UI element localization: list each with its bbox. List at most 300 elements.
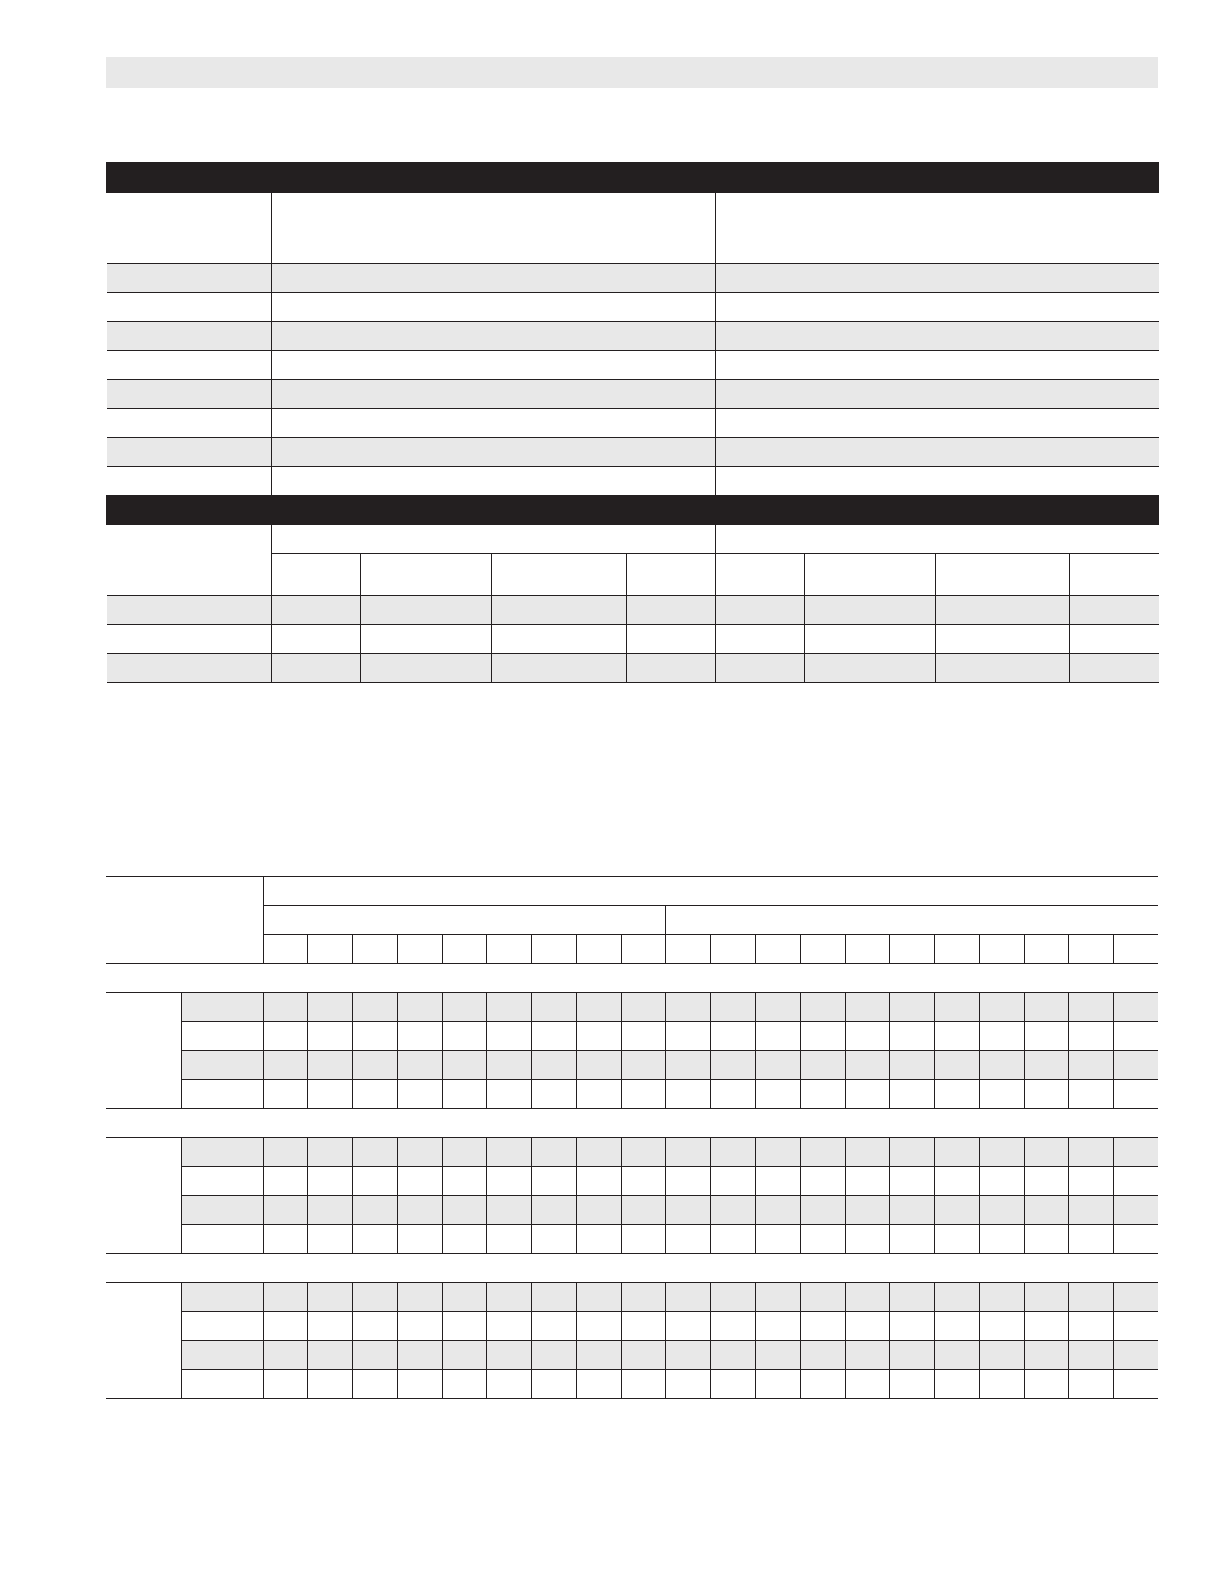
grid-cell — [308, 1138, 353, 1167]
spec-row-label — [107, 322, 272, 351]
grid-cell — [397, 1080, 442, 1109]
grid-cell — [353, 1080, 398, 1109]
grid-cell — [532, 1167, 577, 1196]
grid-cell — [979, 1167, 1024, 1196]
grid-cell — [397, 1283, 442, 1312]
grid-cell — [979, 1196, 1024, 1225]
grid-cell — [263, 1167, 308, 1196]
spec-row-value-2 — [716, 409, 1159, 438]
grid-cell — [263, 993, 308, 1022]
grid-cell — [1024, 1312, 1069, 1341]
spec-row-value-1 — [272, 264, 716, 293]
grid-data-row — [106, 1022, 1158, 1051]
grid-cell — [979, 993, 1024, 1022]
performance-subheader-cell — [805, 554, 936, 596]
grid-column-header-cell — [800, 935, 845, 964]
performance-row-label — [107, 625, 272, 654]
grid-cell — [353, 1196, 398, 1225]
grid-cell — [442, 1022, 487, 1051]
grid-cell — [845, 1283, 890, 1312]
page-header-bar — [106, 57, 1158, 88]
grid-cell — [756, 1196, 801, 1225]
grid-cell — [890, 1080, 935, 1109]
grid-cell — [845, 1138, 890, 1167]
grid-cell — [308, 1370, 353, 1399]
grid-cell — [353, 1312, 398, 1341]
grid-cell — [1024, 1225, 1069, 1254]
grid-cell — [890, 1341, 935, 1370]
grid-column-header-row — [106, 935, 1158, 964]
grid-cell — [935, 1167, 980, 1196]
grid-cell — [442, 1138, 487, 1167]
grid-data-row — [106, 1283, 1158, 1312]
grid-cell — [487, 1341, 532, 1370]
grid-cell — [621, 1167, 666, 1196]
grid-cell — [979, 1051, 1024, 1080]
grid-cell — [756, 1312, 801, 1341]
grid-cell — [1069, 1138, 1114, 1167]
spec-row — [107, 351, 1159, 380]
grid-cell — [263, 1196, 308, 1225]
performance-cell — [627, 654, 716, 683]
performance-cell — [805, 596, 936, 625]
grid-cell — [890, 1370, 935, 1399]
grid-cell — [845, 1051, 890, 1080]
grid-cell — [621, 1283, 666, 1312]
grid-group-header-2 — [666, 906, 1159, 935]
grid-top-header-row — [106, 877, 1158, 906]
grid-cell — [756, 1022, 801, 1051]
grid-cell — [263, 1080, 308, 1109]
grid-cell — [711, 1167, 756, 1196]
performance-subheader-cell — [936, 554, 1070, 596]
grid-cell — [979, 1312, 1024, 1341]
grid-section-title — [106, 964, 1158, 993]
grid-cell — [532, 1051, 577, 1080]
performance-subheader-cell — [272, 554, 361, 596]
grid-cell — [935, 993, 980, 1022]
grid-cell — [935, 1080, 980, 1109]
grid-cell — [576, 1138, 621, 1167]
grid-cell — [621, 1312, 666, 1341]
performance-group-header-2 — [716, 525, 1159, 554]
grid-group-label — [106, 1138, 181, 1254]
grid-cell — [1114, 1283, 1159, 1312]
grid-cell — [845, 1312, 890, 1341]
grid-cell — [1024, 1080, 1069, 1109]
spec-row-value-1 — [272, 438, 716, 467]
grid-cell — [935, 1283, 980, 1312]
grid-section-title — [106, 1109, 1158, 1138]
grid-cell — [666, 1341, 711, 1370]
grid-cell — [1024, 1370, 1069, 1399]
spec-row-value-2 — [716, 293, 1159, 322]
performance-cell — [361, 654, 492, 683]
performance-table-title-bar — [107, 496, 1159, 525]
grid-cell — [890, 993, 935, 1022]
grid-cell — [397, 993, 442, 1022]
grid-cell — [621, 1051, 666, 1080]
performance-group-header-1 — [272, 525, 716, 554]
spec-row-value-1 — [272, 380, 716, 409]
grid-cell — [845, 1225, 890, 1254]
grid-cell — [576, 1283, 621, 1312]
grid-row-label — [181, 1022, 263, 1051]
spec-row-value-2 — [716, 380, 1159, 409]
grid-cell — [308, 1022, 353, 1051]
grid-cell — [800, 1370, 845, 1399]
grid-cell — [1114, 1051, 1159, 1080]
grid-cell — [711, 1080, 756, 1109]
grid-cell — [666, 993, 711, 1022]
performance-row — [107, 596, 1159, 625]
grid-cell — [308, 1225, 353, 1254]
grid-cell — [800, 1138, 845, 1167]
grid-column-header-cell — [845, 935, 890, 964]
grid-cell — [442, 1051, 487, 1080]
performance-row — [107, 625, 1159, 654]
grid-row-label — [181, 1225, 263, 1254]
grid-cell — [756, 1341, 801, 1370]
grid-cell — [711, 1341, 756, 1370]
grid-cell — [442, 1225, 487, 1254]
grid-cell — [308, 1341, 353, 1370]
grid-cell — [756, 1283, 801, 1312]
grid-data-row — [106, 1341, 1158, 1370]
performance-cell — [1070, 654, 1159, 683]
spec-row-value-1 — [272, 351, 716, 380]
grid-cell — [1114, 1138, 1159, 1167]
grid-cell — [487, 1138, 532, 1167]
spec-row-value-1 — [272, 322, 716, 351]
grid-column-header-cell — [890, 935, 935, 964]
grid-cell — [800, 1167, 845, 1196]
grid-cell — [308, 1196, 353, 1225]
grid-cell — [397, 1138, 442, 1167]
grid-cell — [308, 993, 353, 1022]
grid-cell — [487, 1022, 532, 1051]
grid-row-label — [181, 1196, 263, 1225]
grid-cell — [353, 1283, 398, 1312]
grid-cell — [1114, 1341, 1159, 1370]
grid-column-header-cell — [1024, 935, 1069, 964]
grid-cell — [487, 993, 532, 1022]
grid-cell — [800, 1022, 845, 1051]
grid-cell — [532, 1138, 577, 1167]
grid-cell — [711, 1196, 756, 1225]
grid-cell — [576, 1196, 621, 1225]
grid-cell — [397, 1341, 442, 1370]
grid-cell — [263, 1312, 308, 1341]
grid-cell — [845, 1196, 890, 1225]
grid-row-label — [181, 1341, 263, 1370]
grid-group-header-1 — [263, 906, 666, 935]
grid-cell — [397, 1196, 442, 1225]
performance-cell — [936, 654, 1070, 683]
grid-cell — [487, 1312, 532, 1341]
grid-cell — [666, 1051, 711, 1080]
grid-cell — [576, 1022, 621, 1051]
grid-cell — [1024, 1341, 1069, 1370]
grid-cell — [666, 1022, 711, 1051]
grid-row-label — [181, 1370, 263, 1399]
performance-cell — [492, 596, 627, 625]
grid-cell — [487, 1080, 532, 1109]
grid-cell — [1114, 1196, 1159, 1225]
grid-cell — [1024, 1196, 1069, 1225]
performance-group-header-row — [107, 525, 1159, 554]
grid-row-label — [181, 993, 263, 1022]
grid-cell — [1024, 1138, 1069, 1167]
spec-row-label — [107, 351, 272, 380]
grid-cell — [263, 1341, 308, 1370]
grid-cell — [576, 993, 621, 1022]
grid-cell — [621, 1080, 666, 1109]
grid-cell — [1069, 1167, 1114, 1196]
grid-cell — [1024, 1051, 1069, 1080]
grid-cell — [890, 1225, 935, 1254]
grid-cell — [353, 1022, 398, 1051]
grid-cell — [979, 1138, 1024, 1167]
grid-cell — [756, 993, 801, 1022]
grid-cell — [1069, 1051, 1114, 1080]
grid-cell — [800, 1225, 845, 1254]
grid-cell — [621, 1022, 666, 1051]
grid-cell — [1069, 993, 1114, 1022]
grid-section-title-row — [106, 964, 1158, 993]
performance-cell — [716, 625, 805, 654]
grid-section-title — [106, 1254, 1158, 1283]
spec-row-value-2 — [716, 467, 1159, 496]
grid-data-row — [106, 1225, 1158, 1254]
grid-cell — [532, 1283, 577, 1312]
spec-row-label — [107, 264, 272, 293]
spec-row-label — [107, 380, 272, 409]
grid-cell — [1114, 1167, 1159, 1196]
grid-cell — [711, 1283, 756, 1312]
grid-group-label — [106, 993, 181, 1109]
performance-subheader-cell — [492, 554, 627, 596]
grid-cell — [263, 1022, 308, 1051]
spec-row — [107, 380, 1159, 409]
spec-header-col-1 — [272, 193, 716, 264]
performance-cell — [716, 596, 805, 625]
spec-row-label — [107, 467, 272, 496]
grid-cell — [532, 1370, 577, 1399]
grid-table — [106, 876, 1158, 1399]
grid-column-header-cell — [353, 935, 398, 964]
grid-cell — [935, 1312, 980, 1341]
grid-cell — [711, 993, 756, 1022]
performance-cell — [361, 596, 492, 625]
grid-cell — [532, 1312, 577, 1341]
grid-column-header-cell — [1069, 935, 1114, 964]
grid-cell — [800, 1312, 845, 1341]
grid-cell — [353, 1225, 398, 1254]
grid-cell — [890, 1167, 935, 1196]
grid-cell — [442, 1283, 487, 1312]
performance-subheader-cell — [716, 554, 805, 596]
grid-row-label — [181, 1080, 263, 1109]
grid-cell — [487, 1167, 532, 1196]
spec-row-value-1 — [272, 293, 716, 322]
grid-cell — [1069, 1283, 1114, 1312]
spec-row-value-1 — [272, 467, 716, 496]
grid-data-row — [106, 1370, 1158, 1399]
spec-row-value-2 — [716, 438, 1159, 467]
grid-column-header-cell — [1114, 935, 1159, 964]
grid-cell — [1069, 1341, 1114, 1370]
grid-cell — [487, 1051, 532, 1080]
grid-cell — [890, 1138, 935, 1167]
grid-cell — [353, 1341, 398, 1370]
grid-cell — [800, 1080, 845, 1109]
grid-cell — [308, 1167, 353, 1196]
grid-column-header-cell — [442, 935, 487, 964]
grid-cell — [487, 1196, 532, 1225]
grid-cell — [576, 1312, 621, 1341]
grid-group-header-row — [106, 906, 1158, 935]
grid-group-label — [106, 1283, 181, 1399]
grid-column-header-cell — [756, 935, 801, 964]
grid-cell — [756, 1225, 801, 1254]
spec-header-col-2 — [716, 193, 1159, 264]
grid-cell — [1024, 1283, 1069, 1312]
grid-cell — [756, 1138, 801, 1167]
performance-header-label — [107, 525, 272, 596]
grid-cell — [666, 1138, 711, 1167]
grid-cell — [666, 1196, 711, 1225]
grid-cell — [890, 1051, 935, 1080]
grid-cell — [979, 1283, 1024, 1312]
grid-cell — [890, 1312, 935, 1341]
performance-cell — [272, 654, 361, 683]
grid-cell — [532, 1080, 577, 1109]
performance-subheader-cell — [627, 554, 716, 596]
grid-cell — [935, 1138, 980, 1167]
grid-row-label — [181, 1167, 263, 1196]
grid-cell — [666, 1167, 711, 1196]
grid-cell — [1114, 1080, 1159, 1109]
grid-cell — [1069, 1196, 1114, 1225]
grid-cell — [532, 993, 577, 1022]
grid-cell — [442, 1312, 487, 1341]
grid-data-row — [106, 1312, 1158, 1341]
grid-cell — [442, 1196, 487, 1225]
grid-cell — [1114, 1225, 1159, 1254]
grid-header-label — [106, 877, 263, 964]
grid-data-row — [106, 993, 1158, 1022]
grid-cell — [263, 1370, 308, 1399]
grid-cell — [711, 1138, 756, 1167]
performance-row-label — [107, 654, 272, 683]
grid-column-header-cell — [263, 935, 308, 964]
grid-row-label — [181, 1312, 263, 1341]
grid-cell — [666, 1080, 711, 1109]
grid-cell — [666, 1225, 711, 1254]
spec-table-title-bar — [107, 163, 1159, 193]
grid-cell — [397, 1022, 442, 1051]
spec-table-header-row — [107, 193, 1159, 264]
spec-row-label — [107, 293, 272, 322]
grid-cell — [442, 1167, 487, 1196]
grid-column-header-cell — [711, 935, 756, 964]
grid-cell — [487, 1370, 532, 1399]
grid-data-row — [106, 1138, 1158, 1167]
performance-row-label — [107, 596, 272, 625]
grid-cell — [979, 1225, 1024, 1254]
grid-cell — [576, 1370, 621, 1399]
grid-cell — [1069, 1022, 1114, 1051]
grid-cell — [1024, 1167, 1069, 1196]
spec-row — [107, 409, 1159, 438]
grid-cell — [845, 1341, 890, 1370]
grid-cell — [890, 1022, 935, 1051]
grid-cell — [532, 1022, 577, 1051]
grid-cell — [1024, 1022, 1069, 1051]
grid-cell — [487, 1283, 532, 1312]
spec-row — [107, 467, 1159, 496]
grid-cell — [935, 1225, 980, 1254]
grid-cell — [621, 1370, 666, 1399]
performance-subheader-cell — [1070, 554, 1159, 596]
grid-cell — [263, 1225, 308, 1254]
grid-cell — [890, 1196, 935, 1225]
grid-cell — [532, 1225, 577, 1254]
spec-table-title — [107, 163, 1159, 193]
spec-header-label — [107, 193, 272, 264]
grid-cell — [397, 1370, 442, 1399]
grid-cell — [890, 1283, 935, 1312]
performance-cell — [1070, 596, 1159, 625]
grid-section-title-row — [106, 1254, 1158, 1283]
performance-cell — [805, 625, 936, 654]
grid-cell — [576, 1080, 621, 1109]
grid-cell — [1114, 1370, 1159, 1399]
grid-cell — [308, 1080, 353, 1109]
grid-cell — [263, 1051, 308, 1080]
grid-cell — [756, 1167, 801, 1196]
spec-row-value-1 — [272, 409, 716, 438]
grid-cell — [711, 1370, 756, 1399]
grid-cell — [308, 1283, 353, 1312]
grid-row-label — [181, 1051, 263, 1080]
grid-data-row — [106, 1080, 1158, 1109]
spec-row-value-2 — [716, 264, 1159, 293]
grid-cell — [621, 1138, 666, 1167]
grid-cell — [711, 1225, 756, 1254]
grid-cell — [935, 1341, 980, 1370]
grid-cell — [800, 1283, 845, 1312]
grid-cell — [397, 1225, 442, 1254]
grid-cell — [576, 1341, 621, 1370]
grid-top-header — [263, 877, 1158, 906]
grid-cell — [353, 1167, 398, 1196]
grid-column-header-cell — [621, 935, 666, 964]
grid-cell — [532, 1341, 577, 1370]
spec-row — [107, 293, 1159, 322]
grid-cell — [532, 1196, 577, 1225]
spec-row — [107, 322, 1159, 351]
grid-cell — [263, 1138, 308, 1167]
grid-cell — [1024, 993, 1069, 1022]
performance-cell — [627, 625, 716, 654]
performance-cell — [492, 625, 627, 654]
grid-cell — [1114, 993, 1159, 1022]
performance-cell — [627, 596, 716, 625]
performance-cell — [716, 654, 805, 683]
grid-cell — [845, 1167, 890, 1196]
